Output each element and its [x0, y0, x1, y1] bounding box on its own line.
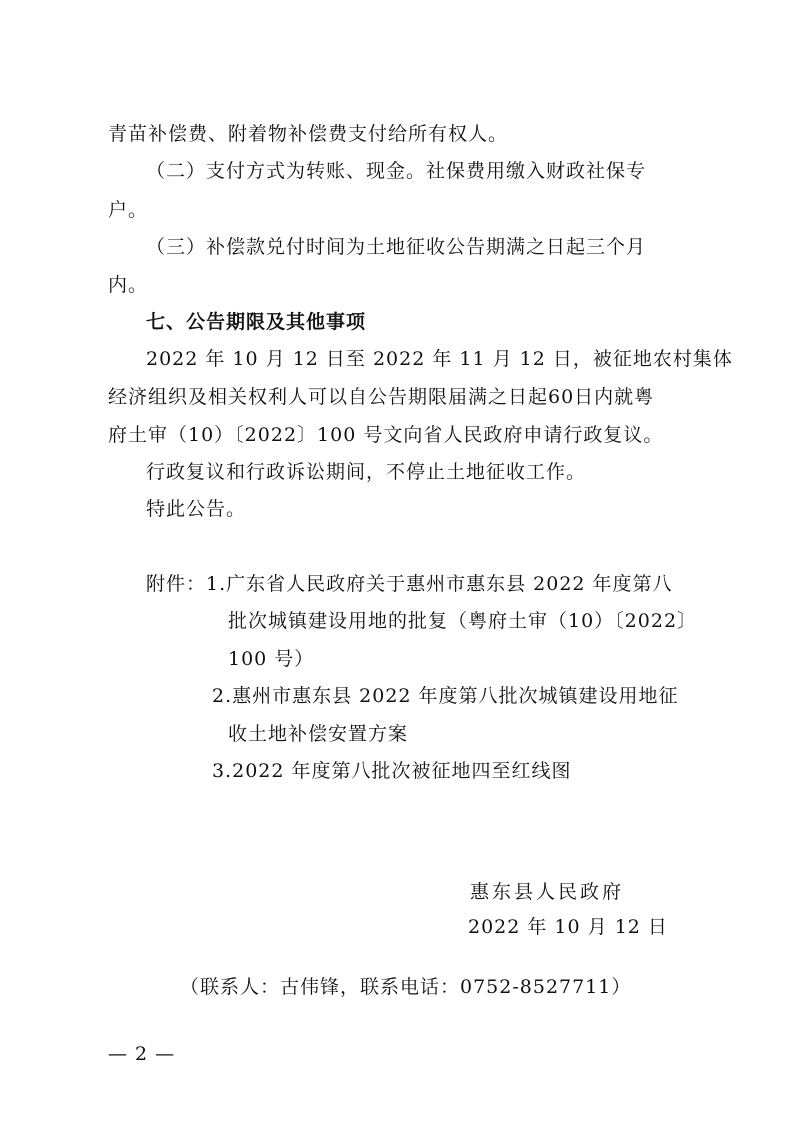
body-paragraph-line: 内。 [108, 274, 149, 296]
body-paragraph-line: （三）补偿款兑付时间为土地征收公告期满之日起三个月 [146, 236, 647, 258]
attachment-item-line: 批次城镇建设用地的批复（粤府土审（10）〔2022〕 [228, 610, 698, 632]
attachment-item-line: 3.2022 年度第八批次被征地四至红线图 [212, 760, 572, 782]
body-paragraph-line: 青苗补偿费、附着物补偿费支付给所有权人。 [108, 123, 509, 145]
issuer-name: 惠东县人民政府 [470, 881, 625, 903]
page-number: — 2 — [108, 1043, 176, 1065]
issue-date: 2022 年 10 月 12 日 [468, 916, 668, 938]
body-paragraph-line: （二）支付方式为转账、现金。社保费用缴入财政社保专 [146, 160, 647, 182]
body-paragraph-line: 2022 年 10 月 12 日至 2022 年 11 月 12 日，被征地农村集体 [146, 348, 733, 370]
attachment-label-line: 附件：1.广东省人民政府关于惠州市惠东县 2022 年度第八 [146, 573, 673, 595]
attachment-item-line: 2.惠州市惠东县 2022 年度第八批次城镇建设用地征 [212, 685, 679, 707]
body-paragraph-line: 行政复议和行政诉讼期间，不停止土地征收工作。 [146, 461, 587, 483]
body-paragraph-line: 府土审（10）〔2022〕100 号文向省人民政府申请行政复议。 [108, 424, 664, 446]
body-paragraph-line: 特此公告。 [146, 498, 247, 520]
attachment-item-line: 收土地补偿安置方案 [228, 723, 409, 745]
body-paragraph-line: 经济组织及相关权利人可以自公告期限届满之日起60日内就粤 [108, 386, 655, 408]
contact-info: （联系人：古伟锋，联系电话：0752-8527711） [180, 976, 632, 998]
body-paragraph-line: 户。 [108, 199, 149, 221]
section-heading: 七、公告期限及其他事项 [146, 311, 367, 333]
attachment-item-line: 100 号） [228, 648, 315, 670]
